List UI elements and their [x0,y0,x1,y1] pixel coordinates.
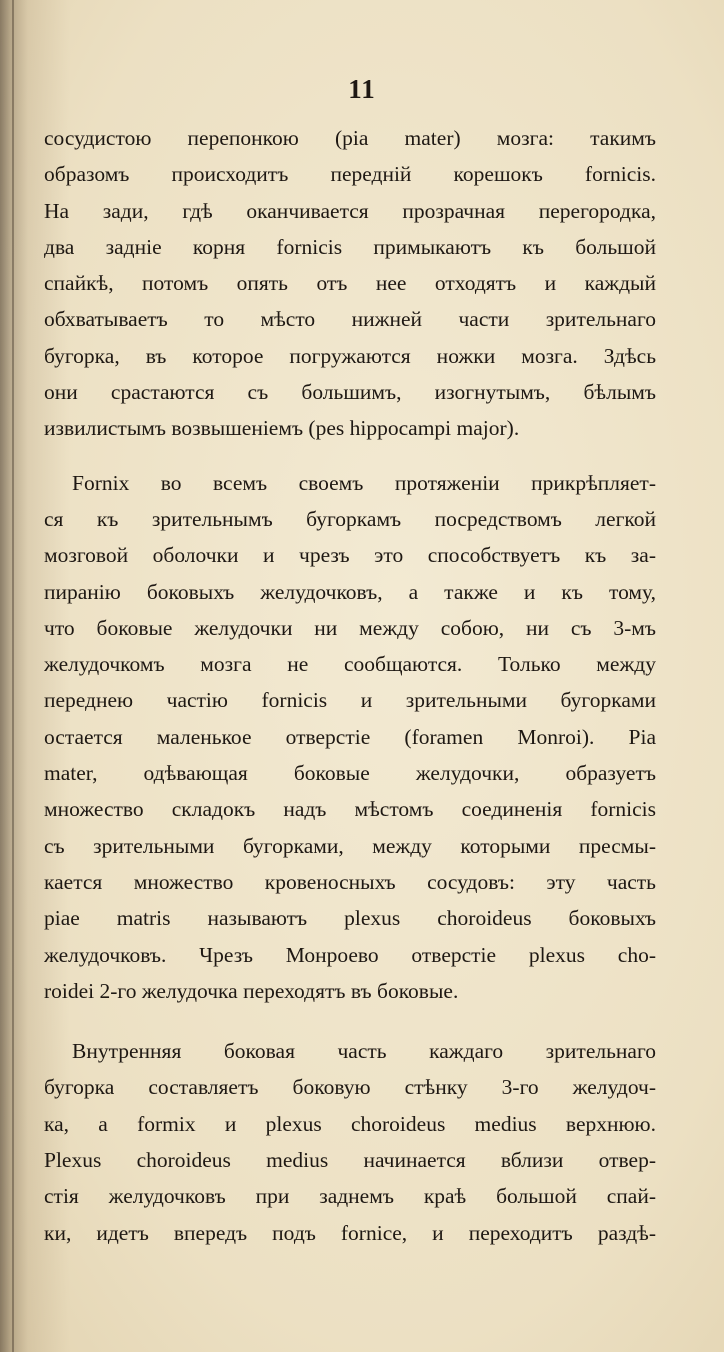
text-line: Plexus choroideus medius начинается вблизи отвер- [44,1148,656,1173]
text-line: спайкѣ, потомъ опять отъ нее отходятъ и каждый [44,271,656,296]
text-line: бугорка, въ которое погружаются ножки мозга. Здѣсь [44,343,656,368]
text-line: roidei 2-го желудочка переходятъ въ боковые. [44,978,459,1003]
text-line: ки, идетъ впередъ подъ fornice, и переходитъ раздѣ- [44,1220,656,1245]
text-line: мозговой оболочки и чрезъ это способствуетъ къ за- [44,543,656,568]
text-line: ся къ зрительнымъ бугоркамъ посредствомъ легкой [44,506,656,531]
text-line: бугорка составляетъ боковую стѣнку 3-го желудоч- [44,1075,656,1100]
text-line: стія желудочковъ при заднемъ краѣ большой спай- [44,1184,656,1209]
book-spine-shadow [12,0,14,1352]
page-body-text [44,120,656,1251]
paragraph-spacer [44,1009,656,1033]
text-line: два задніе корня fornicis примыкаютъ къ большой [44,234,656,259]
text-line: обхватываетъ то мѣсто нижней части зрительнаго [44,307,656,332]
text-line: пиранію боковыхъ желудочковъ, а также и къ тому, [44,579,656,604]
text-line: что боковые желудочки ни между собою, ни съ 3-мъ [44,615,656,640]
text-line: переднею частію fornicis и зрительными бугорками [44,688,656,713]
text-line: множество складокъ надъ мѣстомъ соединенія fornicis [44,797,656,822]
text-line: съ зрительными бугорками, между которыми пресмы- [44,833,656,858]
text-line: они срастаются съ большимъ, изогнутымъ, бѣлымъ [44,380,656,405]
text-line: остается маленькое отверстіе (foramen Monroi). Pia [44,724,656,749]
text-line: желудочковъ. Чрезъ Монроево отверстіе plexus cho- [44,942,656,967]
text-line: Внутренняя боковая часть каждаго зрительнаго [72,1039,656,1064]
paragraph-spacer [44,447,656,465]
text-line: желудочкомъ мозга не сообщаются. Только между [44,652,656,677]
paragraph-2 [44,465,656,1009]
text-line: сосудистою перепонкою (pia mater) мозга: такимъ [44,126,656,150]
text-line: piae matris называютъ plexus choroideus боковыхъ [44,906,656,931]
text-line: образомъ происходитъ передній корешокъ fornicis. [44,162,656,187]
text-line: На зади, гдѣ оканчивается прозрачная перегородка, [44,198,656,223]
paragraph-3 [44,1033,656,1251]
text-line: mater, одѣвающая боковые желудочки, образуетъ [44,761,656,786]
text-line: кается множество кровеносныхъ сосудовъ: эту часть [44,869,656,894]
text-line: извилистымъ возвышеніемъ (pes hippocampi major). [44,416,520,441]
page-number: 11 [348,74,376,104]
text-line: Fornix во всемъ своемъ протяженіи прикрѣпляет- [72,470,656,495]
text-line: ка, а formix и plexus choroideus medius верхнюю. [44,1111,656,1136]
paragraph-1 [44,120,656,447]
